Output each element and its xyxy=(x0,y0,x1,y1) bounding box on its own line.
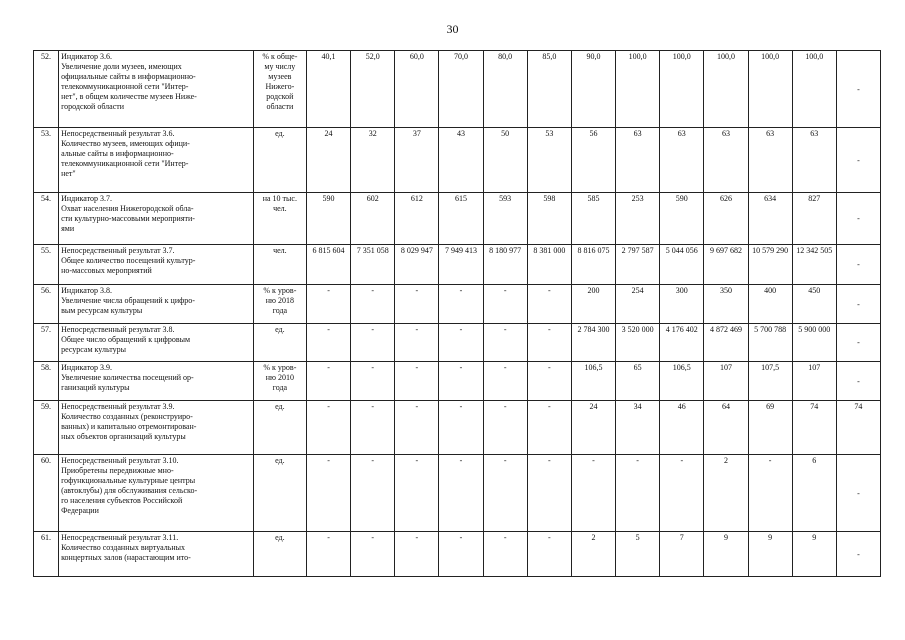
indicator-name xyxy=(59,324,254,362)
value-cell: 598 xyxy=(527,193,571,245)
indicator-name-line: Количество музеев, имеющих офици- xyxy=(61,139,190,148)
row-number: 59. xyxy=(34,401,59,455)
value-cell: 6 xyxy=(792,455,836,532)
value-cell: - xyxy=(351,401,395,455)
table-row xyxy=(34,401,881,455)
unit-line: % к уров- xyxy=(263,363,297,372)
value-cell: 43 xyxy=(439,128,483,193)
value-cell: - xyxy=(616,455,660,532)
unit-of-measure xyxy=(253,362,306,401)
indicator-name-line: ных объектов организаций культуры xyxy=(61,432,186,441)
row-number: 54. xyxy=(34,193,59,245)
indicator-name-line: ганизаций культуры xyxy=(61,383,130,392)
value-cell: 100,0 xyxy=(704,51,748,128)
value-cell: 2 784 300 xyxy=(571,324,615,362)
value-cell: 50 xyxy=(483,128,527,193)
indicator-name xyxy=(59,128,254,193)
unit-of-measure xyxy=(253,455,306,532)
indicator-name-line: Непосредственный результат 3.8. xyxy=(61,325,175,334)
value-cell: 40,1 xyxy=(306,51,350,128)
indicator-name-line: Увеличение доли музеев, имеющих xyxy=(61,62,182,71)
value-cell: - xyxy=(395,532,439,577)
value-cell: 300 xyxy=(660,285,704,324)
indicator-name-line: Охват населения Нижегородской обла- xyxy=(61,204,194,213)
value-cell: 9 697 682 xyxy=(704,245,748,285)
value-cell: - xyxy=(748,455,792,532)
value-cell: - xyxy=(351,362,395,401)
value-cell: - xyxy=(483,362,527,401)
indicator-name-line: городской области xyxy=(61,102,125,111)
value-cell: 4 176 402 xyxy=(660,324,704,362)
value-cell: 100,0 xyxy=(660,51,704,128)
value-cell: 74 xyxy=(792,401,836,455)
value-cell: 3 520 000 xyxy=(616,324,660,362)
table-row xyxy=(34,245,881,285)
value-cell: 4 872 469 xyxy=(704,324,748,362)
unit-line: ед. xyxy=(275,402,285,411)
table-row xyxy=(34,128,881,193)
indicator-name-line: нет", в общем количестве музеев Ниже- xyxy=(61,92,197,101)
unit-line: музеев xyxy=(268,72,292,81)
value-cell: - xyxy=(483,455,527,532)
value-cell: - xyxy=(836,455,880,532)
value-cell: 64 xyxy=(704,401,748,455)
unit-of-measure xyxy=(253,532,306,577)
value-cell: - xyxy=(395,455,439,532)
value-cell: 53 xyxy=(527,128,571,193)
unit-line: ню 2018 xyxy=(265,296,294,305)
unit-line: на 10 тыс. xyxy=(262,194,297,203)
value-cell: 69 xyxy=(748,401,792,455)
indicator-name-line: Непосредственный результат 3.9. xyxy=(61,402,175,411)
unit-line: % к уров- xyxy=(263,286,297,295)
indicator-name-line: Непосредственный результат 3.11. xyxy=(61,533,179,542)
value-cell: 2 xyxy=(704,455,748,532)
indicator-name-line: ресурсам культуры xyxy=(61,345,127,354)
value-cell: - xyxy=(527,324,571,362)
value-cell: 107 xyxy=(792,362,836,401)
unit-line: ню 2010 xyxy=(265,373,294,382)
value-cell: - xyxy=(351,285,395,324)
unit-line: ед. xyxy=(275,456,285,465)
indicator-name-line: ванных) и капитально отремонтирован- xyxy=(61,422,197,431)
unit-line: чел. xyxy=(273,204,287,213)
value-cell: 9 xyxy=(748,532,792,577)
indicator-name-line: Количество созданных (реконструиро- xyxy=(61,412,193,421)
unit-of-measure xyxy=(253,401,306,455)
indicator-name-line: Непосредственный результат 3.10. xyxy=(61,456,179,465)
unit-of-measure xyxy=(253,285,306,324)
indicator-name-line: Приобретены передвижные мно- xyxy=(61,466,174,475)
value-cell: 590 xyxy=(306,193,350,245)
unit-line: области xyxy=(266,102,294,111)
indicator-name-line: концертных залов (нарастающим ито- xyxy=(61,553,191,562)
value-cell: 63 xyxy=(704,128,748,193)
indicator-name-line: официальные сайты в информационно- xyxy=(61,72,196,81)
value-cell: 5 900 000 xyxy=(792,324,836,362)
value-cell: - xyxy=(439,362,483,401)
value-cell: 32 xyxy=(351,128,395,193)
value-cell: 8 816 075 xyxy=(571,245,615,285)
value-cell: 100,0 xyxy=(792,51,836,128)
indicator-name xyxy=(59,532,254,577)
unit-line: года xyxy=(272,383,288,392)
value-cell: - xyxy=(527,285,571,324)
value-cell: 2 797 587 xyxy=(616,245,660,285)
indicator-name-line: Увеличение количества посещений ор- xyxy=(61,373,194,382)
value-cell: 200 xyxy=(571,285,615,324)
value-cell: 100,0 xyxy=(616,51,660,128)
value-cell: 106,5 xyxy=(660,362,704,401)
indicator-name-line: Федерации xyxy=(61,506,99,515)
indicator-name-line: Индикатор 3.7. xyxy=(61,194,112,203)
value-cell: 56 xyxy=(571,128,615,193)
value-cell: 2 xyxy=(571,532,615,577)
value-cell: 6 815 604 xyxy=(306,245,350,285)
value-cell: 7 xyxy=(660,532,704,577)
value-cell: 400 xyxy=(748,285,792,324)
value-cell: - xyxy=(660,455,704,532)
unit-line: родской xyxy=(266,92,294,101)
value-cell: - xyxy=(571,455,615,532)
value-cell: - xyxy=(836,532,880,577)
value-cell: 37 xyxy=(395,128,439,193)
unit-of-measure xyxy=(253,128,306,193)
indicator-name xyxy=(59,51,254,128)
indicator-name-line: телекоммуникационной сети "Интер- xyxy=(61,82,189,91)
unit-line: ед. xyxy=(275,129,285,138)
value-cell: 12 342 505 xyxy=(792,245,836,285)
indicator-name-line: вым ресурсам культуры xyxy=(61,306,143,315)
value-cell: - xyxy=(351,532,395,577)
indicator-name-line: (автоклубы) для обслуживания сельско- xyxy=(61,486,198,495)
indicator-name xyxy=(59,193,254,245)
value-cell: 46 xyxy=(660,401,704,455)
value-cell: 615 xyxy=(439,193,483,245)
value-cell: - xyxy=(306,324,350,362)
value-cell: - xyxy=(483,401,527,455)
value-cell: - xyxy=(836,245,880,285)
unit-of-measure xyxy=(253,51,306,128)
value-cell: 5 044 056 xyxy=(660,245,704,285)
unit-line: ед. xyxy=(275,533,285,542)
value-cell: - xyxy=(483,324,527,362)
indicator-name-line: го населения субъектов Российской xyxy=(61,496,183,505)
value-cell: 634 xyxy=(748,193,792,245)
value-cell: 253 xyxy=(616,193,660,245)
unit-line: Нижего- xyxy=(265,82,295,91)
indicator-name-line: Непосредственный результат 3.7. xyxy=(61,246,175,255)
value-cell: 63 xyxy=(748,128,792,193)
indicators-table xyxy=(33,50,881,577)
value-cell: 602 xyxy=(351,193,395,245)
value-cell: 827 xyxy=(792,193,836,245)
indicator-name-line: Общее число обращений к цифровым xyxy=(61,335,191,344)
indicator-name xyxy=(59,285,254,324)
value-cell: 10 579 290 xyxy=(748,245,792,285)
value-cell: - xyxy=(395,285,439,324)
value-cell: - xyxy=(836,193,880,245)
page-number: 30 xyxy=(446,22,459,36)
row-number: 58. xyxy=(34,362,59,401)
table-row xyxy=(34,455,881,532)
indicator-name xyxy=(59,401,254,455)
value-cell: - xyxy=(836,51,880,128)
value-cell: - xyxy=(836,285,880,324)
row-number: 53. xyxy=(34,128,59,193)
row-number: 55. xyxy=(34,245,59,285)
row-number: 61. xyxy=(34,532,59,577)
value-cell: - xyxy=(439,455,483,532)
value-cell: 450 xyxy=(792,285,836,324)
value-cell: 65 xyxy=(616,362,660,401)
unit-line: ед. xyxy=(275,325,285,334)
value-cell: 52,0 xyxy=(351,51,395,128)
value-cell: 612 xyxy=(395,193,439,245)
table-row xyxy=(34,193,881,245)
indicator-name-line: Индикатор 3.6. xyxy=(61,52,112,61)
value-cell: 90,0 xyxy=(571,51,615,128)
value-cell: - xyxy=(836,128,880,193)
value-cell: 5 xyxy=(616,532,660,577)
value-cell: 24 xyxy=(306,128,350,193)
unit-line: года xyxy=(272,306,288,315)
value-cell: - xyxy=(483,532,527,577)
value-cell: 9 xyxy=(704,532,748,577)
value-cell: 34 xyxy=(616,401,660,455)
value-cell: 7 949 413 xyxy=(439,245,483,285)
value-cell: - xyxy=(395,401,439,455)
value-cell: - xyxy=(306,401,350,455)
unit-line: чел. xyxy=(273,246,287,255)
value-cell: 107 xyxy=(704,362,748,401)
unit-of-measure xyxy=(253,245,306,285)
indicator-name-line: ями xyxy=(61,224,75,233)
table-row xyxy=(34,51,881,128)
indicator-name-line: Общее количество посещений культур- xyxy=(61,256,196,265)
value-cell: - xyxy=(395,324,439,362)
value-cell: 8 029 947 xyxy=(395,245,439,285)
value-cell: - xyxy=(527,455,571,532)
value-cell: - xyxy=(439,324,483,362)
value-cell: 74 xyxy=(836,401,880,455)
indicator-name-line: телекоммуникационной сети "Интер- xyxy=(61,159,189,168)
indicator-name-line: Индикатор 3.9. xyxy=(61,363,112,372)
value-cell: 80,0 xyxy=(483,51,527,128)
unit-line: % к обще- xyxy=(262,52,298,61)
value-cell: - xyxy=(306,285,350,324)
value-cell: - xyxy=(351,455,395,532)
value-cell: - xyxy=(306,362,350,401)
value-cell: 590 xyxy=(660,193,704,245)
value-cell: 24 xyxy=(571,401,615,455)
value-cell: 593 xyxy=(483,193,527,245)
value-cell: 63 xyxy=(660,128,704,193)
value-cell: 106,5 xyxy=(571,362,615,401)
value-cell: 350 xyxy=(704,285,748,324)
value-cell: 70,0 xyxy=(439,51,483,128)
value-cell: - xyxy=(306,532,350,577)
value-cell: 7 351 058 xyxy=(351,245,395,285)
unit-of-measure xyxy=(253,193,306,245)
value-cell: 107,5 xyxy=(748,362,792,401)
value-cell: 9 xyxy=(792,532,836,577)
value-cell: - xyxy=(395,362,439,401)
indicator-name xyxy=(59,362,254,401)
value-cell: - xyxy=(836,324,880,362)
indicator-name-line: Индикатор 3.8. xyxy=(61,286,112,295)
value-cell: 254 xyxy=(616,285,660,324)
value-cell: - xyxy=(527,532,571,577)
row-number: 57. xyxy=(34,324,59,362)
value-cell: - xyxy=(439,285,483,324)
value-cell: 8 180 977 xyxy=(483,245,527,285)
value-cell: - xyxy=(527,401,571,455)
indicator-name-line: нет" xyxy=(61,169,76,178)
indicator-name-line: но-массовых мероприятий xyxy=(61,266,152,275)
table-row xyxy=(34,324,881,362)
value-cell: 585 xyxy=(571,193,615,245)
indicator-name xyxy=(59,245,254,285)
value-cell: - xyxy=(527,362,571,401)
indicator-name-line: Увеличение числа обращений к цифро- xyxy=(61,296,195,305)
value-cell: - xyxy=(836,362,880,401)
value-cell: - xyxy=(439,401,483,455)
value-cell: - xyxy=(439,532,483,577)
row-number: 52. xyxy=(34,51,59,128)
row-number: 60. xyxy=(34,455,59,532)
value-cell: - xyxy=(306,455,350,532)
value-cell: - xyxy=(483,285,527,324)
value-cell: 60,0 xyxy=(395,51,439,128)
unit-line: му числу xyxy=(264,62,296,71)
value-cell: 100,0 xyxy=(748,51,792,128)
indicator-name-line: Количество созданных виртуальных xyxy=(61,543,186,552)
indicator-name xyxy=(59,455,254,532)
table-row xyxy=(34,532,881,577)
unit-of-measure xyxy=(253,324,306,362)
table-body xyxy=(34,51,881,577)
value-cell: 63 xyxy=(616,128,660,193)
value-cell: 85,0 xyxy=(527,51,571,128)
value-cell: 5 700 788 xyxy=(748,324,792,362)
indicator-name-line: сти культурно-массовыми мероприяти- xyxy=(61,214,195,223)
indicator-name-line: гофункциональные культурные центры xyxy=(61,476,196,485)
indicator-name-line: альные сайты в информационно- xyxy=(61,149,174,158)
indicator-name-line: Непосредственный результат 3.6. xyxy=(61,129,175,138)
row-number: 56. xyxy=(34,285,59,324)
value-cell: 8 381 000 xyxy=(527,245,571,285)
value-cell: 626 xyxy=(704,193,748,245)
value-cell: - xyxy=(351,324,395,362)
value-cell: 63 xyxy=(792,128,836,193)
table-row xyxy=(34,362,881,401)
table-row xyxy=(34,285,881,324)
